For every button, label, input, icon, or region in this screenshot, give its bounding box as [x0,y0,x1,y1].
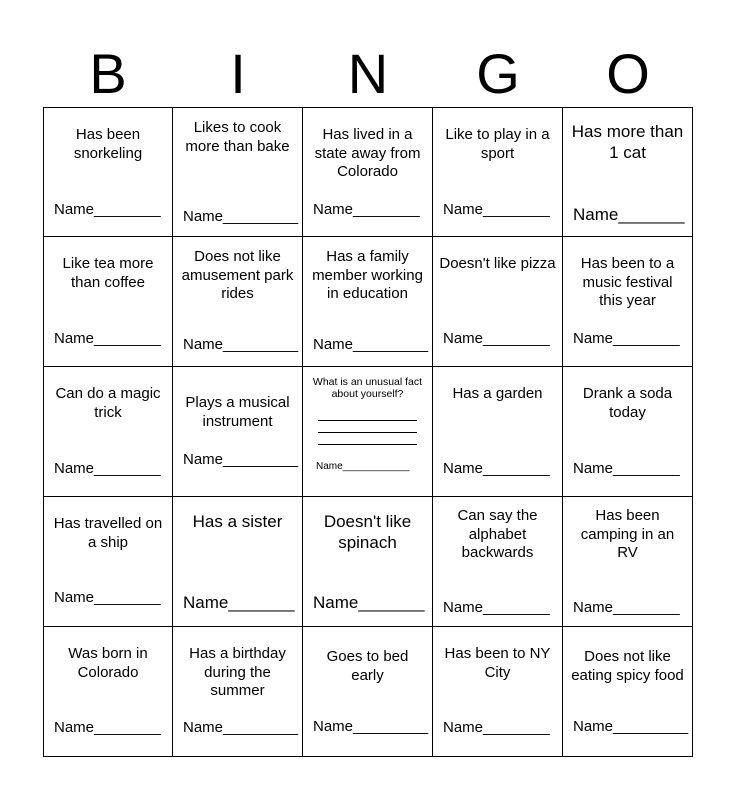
header-letter-i: I [230,42,246,105]
cell-prompt: Has a sister [192,512,283,531]
cell-name-line: Name________ [573,599,680,616]
bingo-cell[interactable] [43,107,173,237]
cell-name-line: Name_________ [183,336,299,353]
cell-name-line: Name_______ [573,205,685,224]
bingo-cell[interactable] [563,627,693,757]
cell-prompt: Does not like eating spicy food [571,648,684,684]
cell-prompt: Likes to cook more than bake [185,119,290,155]
cell-prompt: Plays a musical instrument [185,394,290,430]
bingo-cell[interactable] [563,237,693,367]
cell-name-line: Name________ [54,460,161,477]
bingo-grid [43,107,693,757]
cell-name-line: Name________ [443,460,550,477]
cell-name-line: Name_________ [183,208,299,225]
bingo-cell[interactable] [173,367,303,497]
cell-prompt: Drank a soda today [582,385,673,421]
bingo-cell[interactable] [303,237,433,367]
bingo-cell[interactable] [303,107,433,237]
cell-name-line: Name_________ [573,718,689,735]
cell-name-line: Name_______ [313,593,425,612]
cell-prompt: Doesn't like spinach [323,512,412,552]
header-letter-n: N [347,42,389,105]
bingo-cell[interactable] [563,367,693,497]
cell-prompt: Does not like amusement park rides [181,248,294,302]
cell-name-line: Name____________ [316,461,410,472]
cell-prompt: Has a garden [452,385,543,402]
bingo-cell[interactable] [43,237,173,367]
cell-prompt: Has more than 1 cat [571,122,684,162]
bingo-cell[interactable] [173,237,303,367]
cell-name-line: Name________ [54,330,161,347]
cell-name-line: Name________ [54,589,161,606]
cell-name-line: Name_________ [313,336,429,353]
cell-name-line: Name________ [313,201,420,218]
bingo-cell[interactable] [173,627,303,757]
cell-name-line: Name_________ [183,451,299,468]
answer-line [318,421,417,433]
bingo-cell[interactable] [563,497,693,627]
cell-prompt: Was born in Colorado [68,645,148,681]
cell-prompt: Has been camping in an RV [580,507,675,561]
cell-name-line: Name_________ [313,718,429,735]
cell-name-line: Name________ [54,201,161,218]
bingo-cell[interactable] [563,107,693,237]
cell-name-line: Name_________ [183,719,299,736]
bingo-cell[interactable] [433,107,563,237]
cell-name-line: Name________ [443,330,550,347]
header-letter-b: B [89,42,127,105]
cell-prompt: Can say the alphabet backwards [457,507,538,561]
answer-line [318,433,417,445]
cell-prompt: Like tea more than coffee [62,255,154,291]
cell-prompt: What is an unusual fact about yourself? [312,376,423,400]
cell-prompt: Doesn't like pizza [439,255,556,272]
bingo-cell[interactable] [43,497,173,627]
cell-prompt: Goes to bed early [326,648,409,684]
bingo-cell[interactable] [303,497,433,627]
cell-prompt: Has been snorkeling [73,126,143,162]
bingo-cell[interactable] [173,107,303,237]
cell-prompt: Has lived in a state away from Colorado [314,126,421,180]
header-letter-o: O [606,42,650,105]
cell-prompt: Has a family member working in education [312,248,423,302]
cell-prompt: Has travelled on a ship [53,515,163,551]
cell-name-line: Name________ [443,599,550,616]
bingo-cell[interactable] [43,627,173,757]
bingo-cell[interactable] [433,627,563,757]
cell-name-line: Name________ [443,201,550,218]
header-letter-g: G [476,42,520,105]
answer-line [318,409,417,421]
bingo-cell[interactable] [303,367,433,497]
bingo-cell[interactable] [433,497,563,627]
cell-prompt: Can do a magic trick [55,385,161,421]
cell-name-line: Name________ [573,330,680,347]
cell-prompt: Has been to NY City [444,645,551,681]
cell-name-line: Name________ [443,719,550,736]
cell-name-line: Name_______ [183,593,295,612]
bingo-header [43,42,693,106]
bingo-cell[interactable] [433,367,563,497]
bingo-cell[interactable] [433,237,563,367]
cell-prompt: Like to play in a sport [445,126,550,162]
bingo-cell[interactable] [173,497,303,627]
cell-name-line: Name________ [54,719,161,736]
bingo-cell[interactable] [43,367,173,497]
bingo-cell[interactable] [303,627,433,757]
cell-prompt: Has a birthday during the summer [189,645,286,699]
cell-name-line: Name________ [573,460,680,477]
cell-prompt: Has been to a music festival this year [580,255,675,309]
answer-lines[interactable] [318,409,417,445]
